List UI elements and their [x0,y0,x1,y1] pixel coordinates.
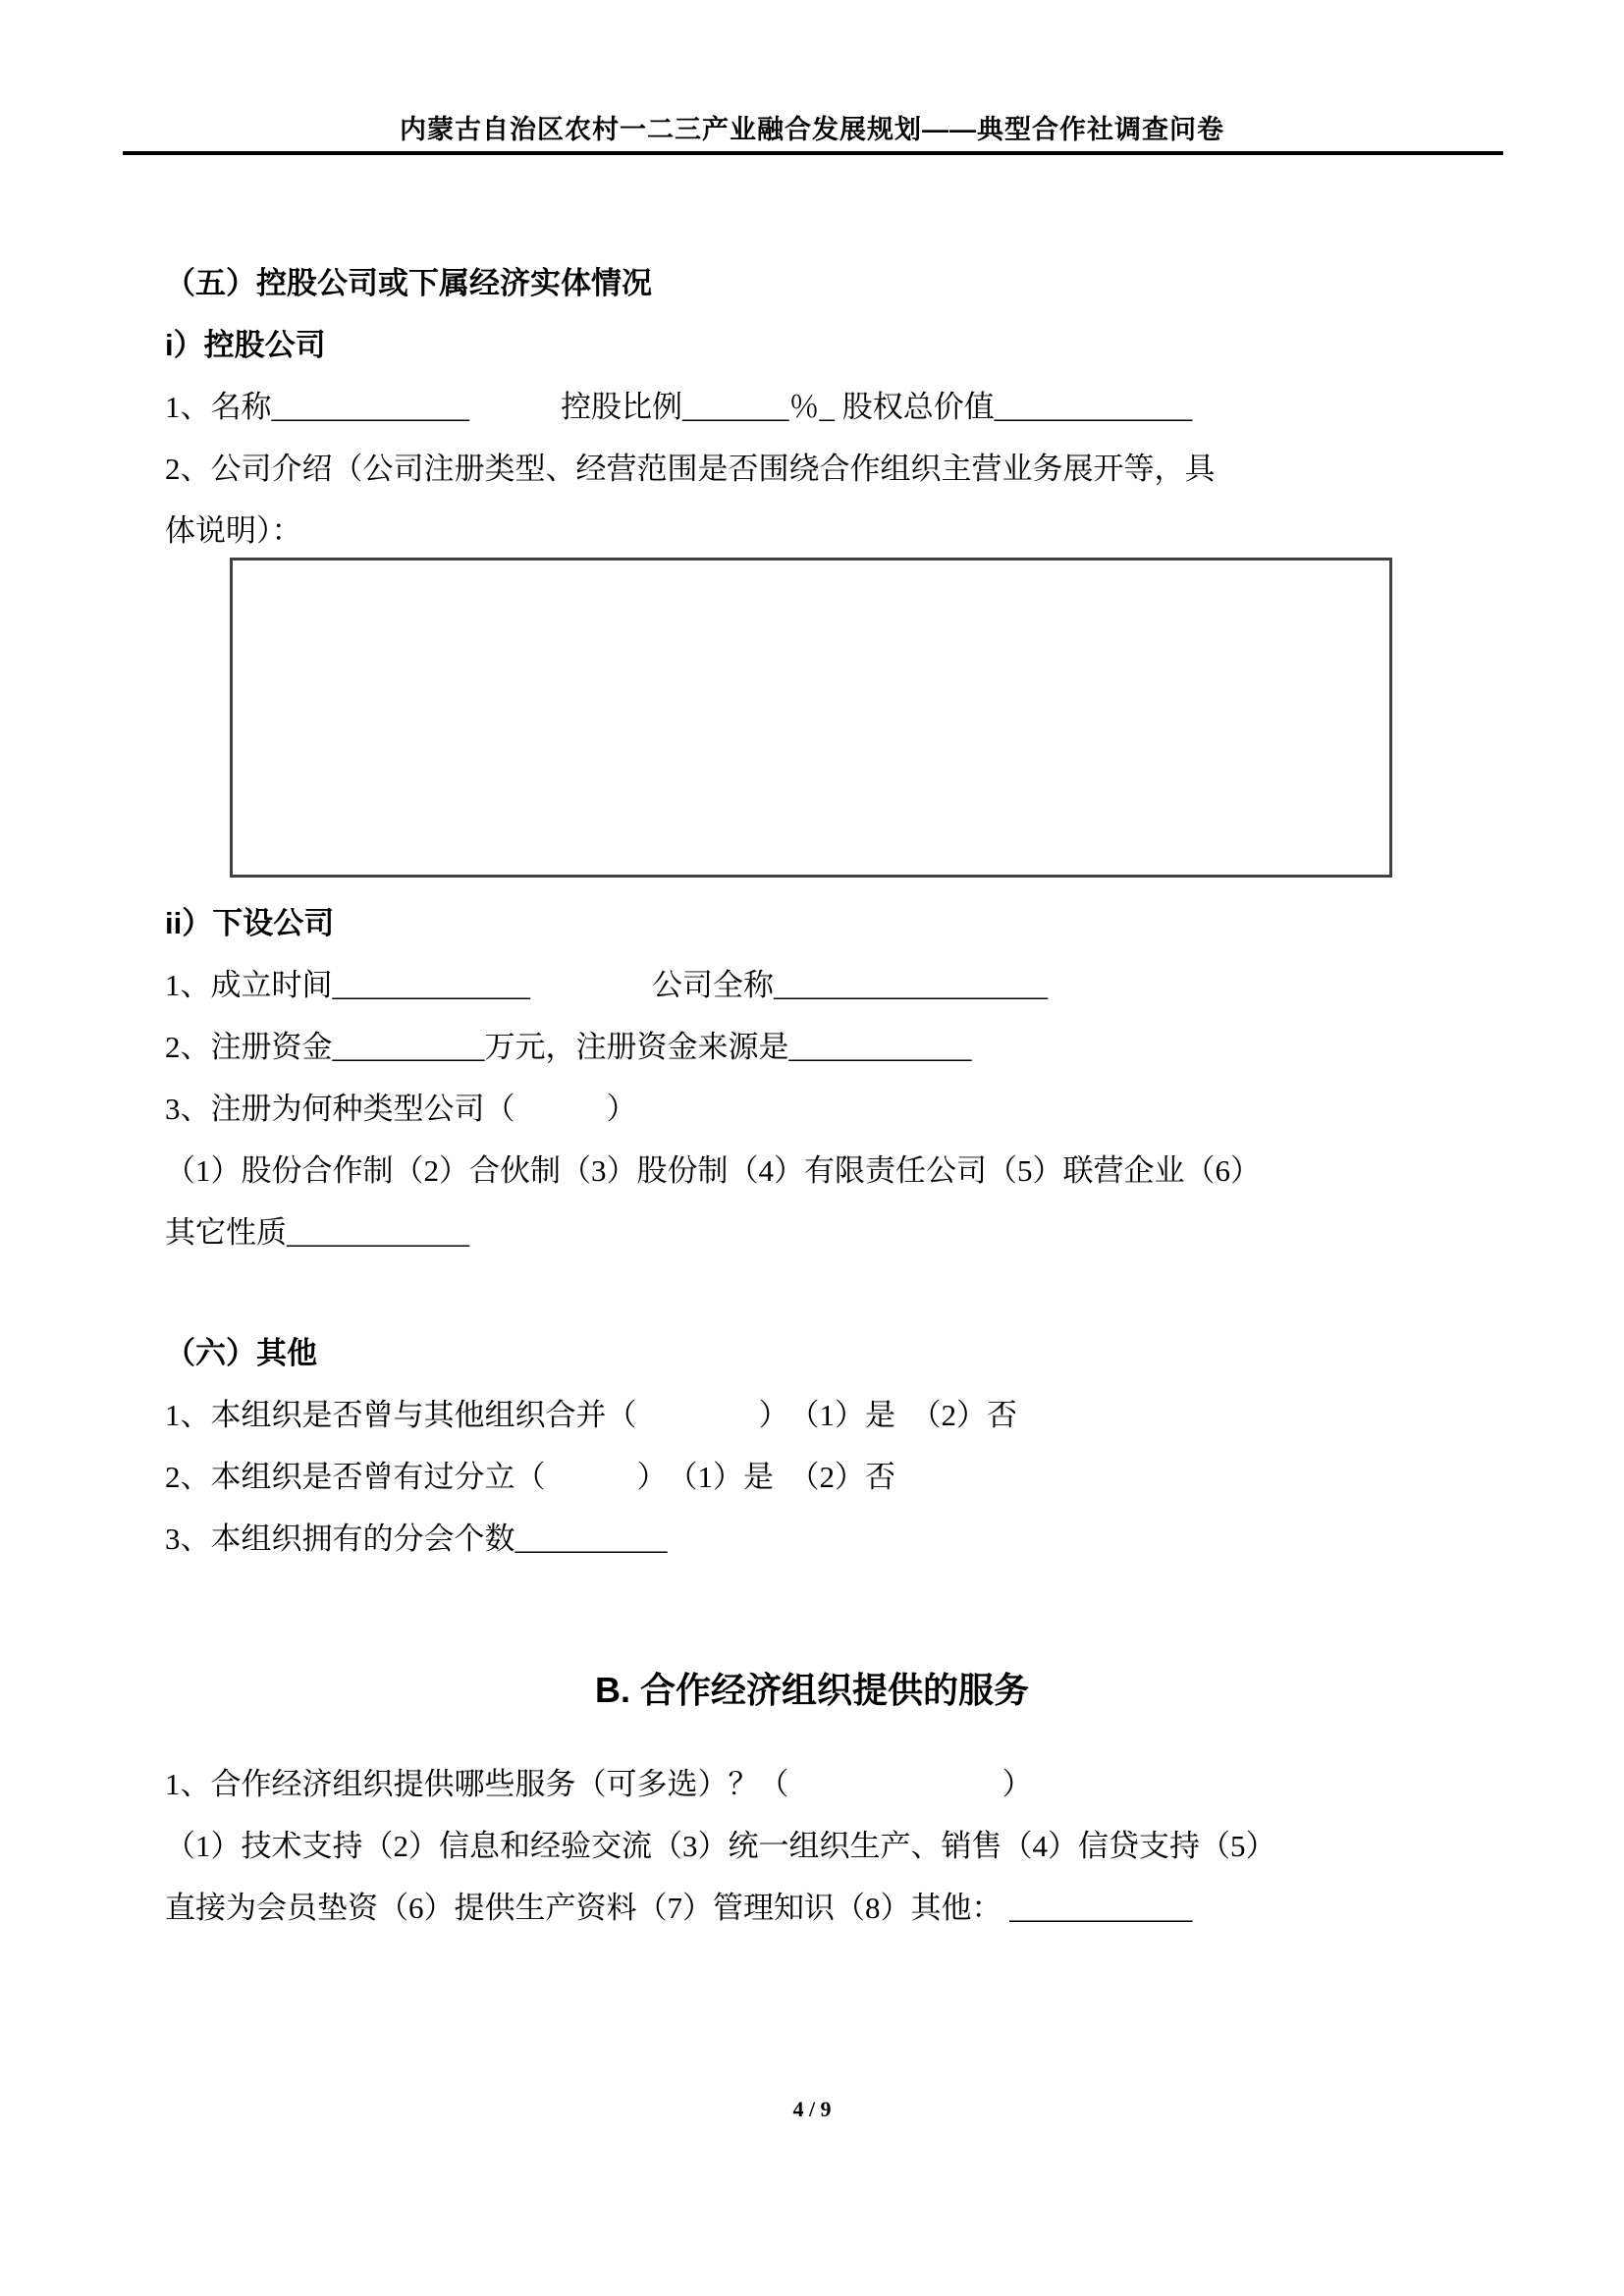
page-number-indicator: 4 / 9 [792,2097,832,2121]
section5-holding-title: i）控股公司 [165,328,326,362]
holding-name-ratio-value-line: 1、名称_____________ 控股比例_______％_ 股权总价值_____________ [165,390,1193,424]
section6-split-line: 2、本组织是否曾有过分立（ ） （1）是 （2）否 [165,1460,895,1494]
subsidiary-type-question-line: 3、注册为何种类型公司（ ） [165,1092,637,1126]
section6-title: （六）其他 [165,1336,317,1370]
section6-merge-line: 1、本组织是否曾与其他组织合并（ ） （1）是 （2）否 [165,1398,1017,1432]
subsidiary-type-other-line: 其它性质____________ [165,1215,469,1250]
subsidiary-founded-line: 1、成立时间_____________ 公司全称__________________ [165,968,1048,1002]
section6-branch-count-line: 3、本组织拥有的分会个数__________ [165,1522,668,1556]
sectionB-services-question-line: 1、合作经济组织提供哪些服务（可多选）？（ ） [165,1767,1033,1801]
document-header-title: 内蒙古自治区农村一二三产业融合发展规划——典型合作社调查问卷 [400,115,1224,144]
header-rule [123,151,1503,155]
subsidiary-capital-line: 2、注册资金__________万元，注册资金来源是____________ [165,1030,972,1064]
section5-title: （五）控股公司或下属经济实体情况 [165,266,652,300]
section5-subsidiary-title: ii）下设公司 [165,906,335,940]
sectionB-services-options-line1: （1）技术支持（2）信息和经验交流（3）统一组织生产、销售（4）信贷支持（5） [165,1829,1276,1863]
sectionB-services-options-line2: 直接为会员垫资（6）提供生产资料（7）管理知识（8）其他： ____________ [165,1891,1193,1925]
sectionB-title: B. 合作经济组织提供的服务 [594,1670,1029,1710]
holding-intro-line2: 体说明）： [165,513,302,548]
company-intro-answer-box [230,558,1392,878]
holding-intro-line1: 2、公司介绍（公司注册类型、经营范围是否围绕合作组织主营业务展开等，具 [165,452,1216,486]
subsidiary-type-options-line: （1）股份合作制（2）合伙制（3）股份制（4）有限责任公司（5）联营企业（6） [165,1153,1261,1188]
